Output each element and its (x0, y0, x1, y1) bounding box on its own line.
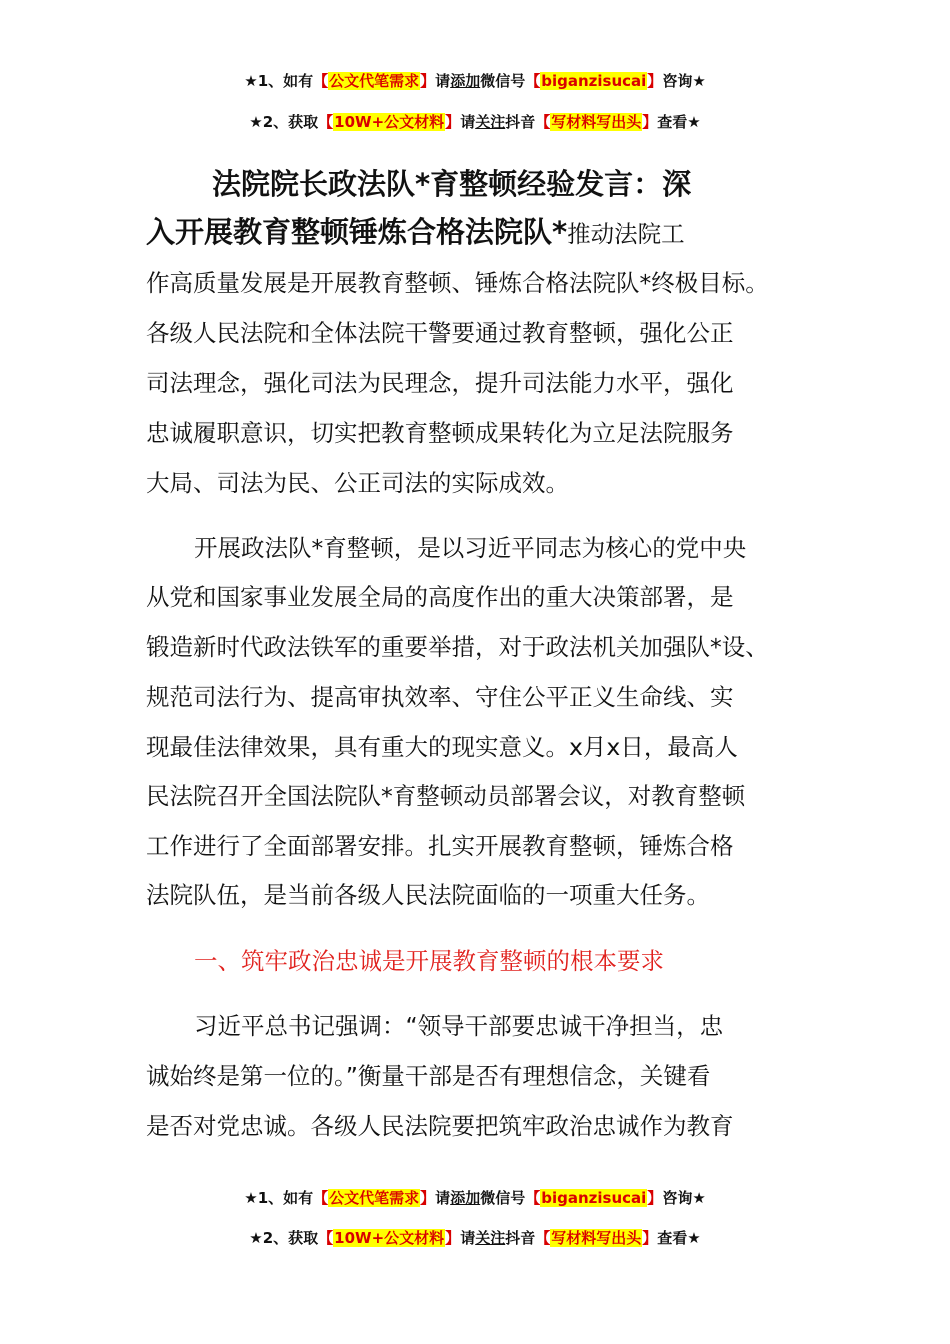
highlight-wechat-id: biganzisucai (541, 1189, 647, 1207)
paragraph-2-line: 规范司法行为、提高审执效率、守住公平正义生命线、实 (146, 683, 734, 711)
highlight-materials: 10W+公文材料 (334, 113, 445, 131)
highlight-douyin: 写材料写出头 (551, 1229, 642, 1247)
paragraph-2-line: 工作进行了全面部署安排。扎实开展教育整顿，锤炼合格 (146, 832, 734, 860)
highlight-materials: 10W+公文材料 (334, 1229, 445, 1247)
highlight-ghostwriting: 公文代笔需求 (329, 72, 420, 90)
bottom-banner-line-1: ★1、如有【公文代笔需求】请添加微信号【biganzisucai】咨询★ (244, 1189, 706, 1207)
paragraph-2-line: 民法院召开全国法院队*育整顿动员部署会议，对教育整顿 (146, 782, 746, 810)
paragraph-1-line: 各级人民法院和全体法院干警要通过教育整顿，强化公正 (146, 319, 734, 347)
paragraph-2-line: 现最佳法律效果，具有重大的现实意义。x月x日，最高人 (146, 733, 738, 761)
highlight-douyin: 写材料写出头 (551, 113, 642, 131)
top-banner-line-1: ★1、如有【公文代笔需求】请添加微信号【biganzisucai】咨询★ (244, 72, 706, 90)
paragraph-2-line: 锻造新时代政法铁军的重要举措，对于政法机关加强队*设、 (146, 633, 769, 661)
document-title-line-1: 法院院长政法队*育整顿经验发言：深 (212, 167, 692, 201)
paragraph-2-line: 开展政法队*育整顿，是以习近平同志为核心的党中央 (194, 534, 747, 562)
star-icon: ★ (244, 1189, 258, 1207)
paragraph-1-line: 司法理念，强化司法为民理念，提升司法能力水平，强化 (146, 369, 734, 397)
paragraph-3-line: 习近平总书记强调：“领导干部要忠诚干净担当，忠 (194, 1012, 724, 1040)
paragraph-1-line: 作高质量发展是开展教育整顿、锤炼合格法院队*终极目标。 (146, 269, 769, 297)
section-heading-1: 一、筑牢政治忠诚是开展教育整顿的根本要求 (194, 947, 664, 975)
paragraph-1-line: 大局、司法为民、公正司法的实际成效。 (146, 469, 569, 497)
paragraph-2-line: 法院队伍，是当前各级人民法院面临的一项重大任务。 (146, 881, 710, 909)
top-banner-line-2: ★2、获取【10W+公文材料】请关注抖音【写材料写出头】查看★ (249, 113, 701, 131)
document-title-line-2: 入开展教育整顿锤炼合格法院队*推动法院工 (146, 215, 685, 249)
star-icon: ★ (249, 113, 263, 131)
paragraph-2-line: 从党和国家事业发展全局的高度作出的重大决策部署，是 (146, 583, 734, 611)
highlight-ghostwriting: 公文代笔需求 (329, 1189, 420, 1207)
paragraph-1-line: 忠诚履职意识，切实把教育整顿成果转化为立足法院服务 (146, 419, 734, 447)
highlight-wechat-id: biganzisucai (541, 72, 647, 90)
paragraph-3-line: 诚始终是第一位的。”衡量干部是否有理想信念，关键看 (146, 1062, 711, 1090)
star-icon: ★ (249, 1229, 263, 1247)
star-icon: ★ (244, 72, 258, 90)
bottom-banner-line-2: ★2、获取【10W+公文材料】请关注抖音【写材料写出头】查看★ (249, 1229, 701, 1247)
paragraph-3-line: 是否对党忠诚。各级人民法院要把筑牢政治忠诚作为教育 (146, 1112, 734, 1140)
